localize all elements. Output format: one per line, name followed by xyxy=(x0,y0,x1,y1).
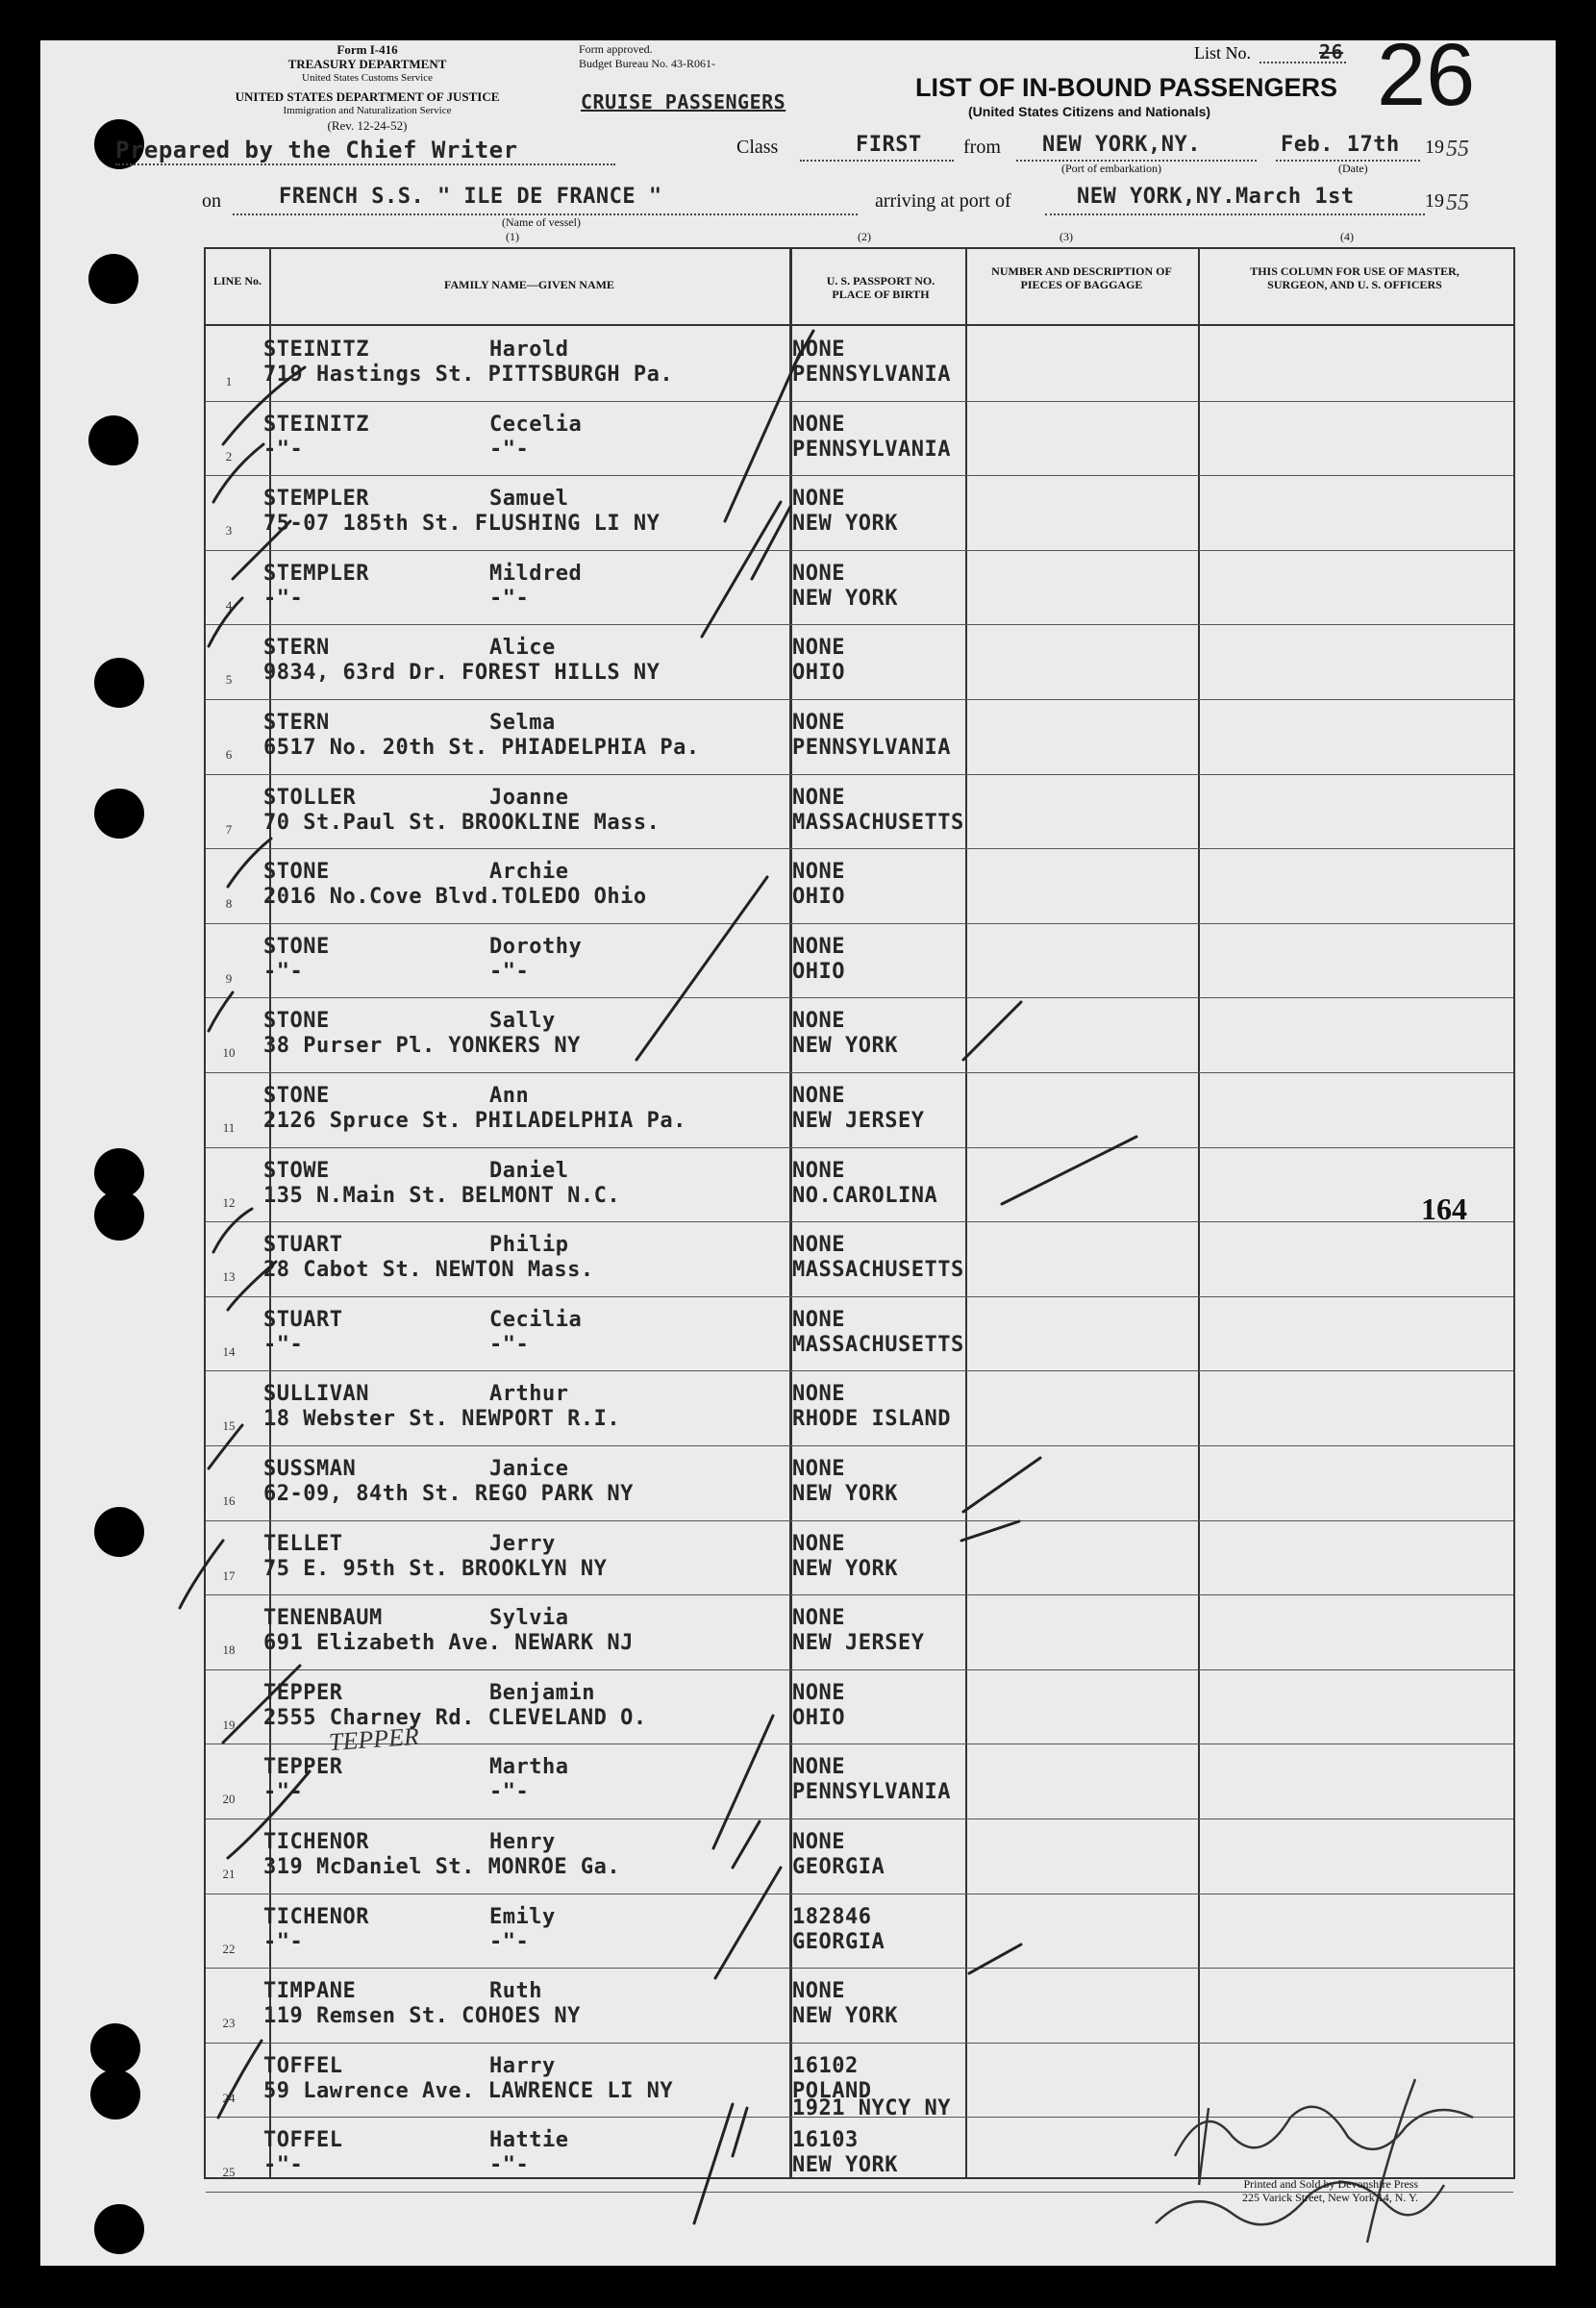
on-label: on xyxy=(202,190,221,212)
passport-number: NONE xyxy=(792,636,845,661)
embarkation-date: Feb. 17th xyxy=(1281,133,1400,157)
passenger-name xyxy=(263,1457,568,1481)
passenger-address xyxy=(263,1407,620,1431)
page-title: LIST OF IN-BOUND PASSENGERS xyxy=(915,73,1338,102)
punch-hole xyxy=(94,789,144,839)
punch-hole xyxy=(90,2023,140,2073)
line-number: 18 xyxy=(222,1643,236,1658)
place-of-birth: NEW YORK xyxy=(792,1556,898,1581)
col-num-3: (3) xyxy=(1060,230,1073,243)
given-name: Selma xyxy=(489,711,556,735)
revision: (Rev. 12-24-52) xyxy=(327,118,408,133)
passenger-name xyxy=(263,2128,568,2152)
address-text: 75 E. 95th St. BROOKLYN NY xyxy=(263,1556,608,1581)
passenger-name xyxy=(263,1084,529,1108)
passport-number: NONE xyxy=(792,1009,845,1034)
ditto-family: -"- xyxy=(263,1929,304,1954)
place-of-birth: PENNSYLVANIA xyxy=(792,363,951,387)
prepared-by-line xyxy=(115,163,615,165)
punch-hole xyxy=(88,415,138,465)
passenger-name xyxy=(263,1233,568,1257)
family-name: SUSSMAN xyxy=(263,1457,357,1481)
line-number: 15 xyxy=(222,1418,236,1434)
given-name: Mildred xyxy=(489,561,583,586)
given-name: Harry xyxy=(489,2053,556,2078)
passport-number: 16103 xyxy=(792,2128,859,2153)
family-name: TICHENOR xyxy=(263,1830,369,1854)
family-name: STONE xyxy=(263,1084,330,1108)
form-approved: Form approved. xyxy=(579,42,653,56)
passenger-name xyxy=(263,487,568,511)
year-prefix: 19 xyxy=(1425,137,1444,158)
family-name: SULLIVAN xyxy=(263,1382,369,1407)
line-number: 13 xyxy=(222,1269,236,1285)
class-line xyxy=(800,160,954,162)
address-text: 135 N.Main St. BELMONT N.C. xyxy=(263,1183,621,1208)
passenger-address xyxy=(263,2079,673,2103)
passenger-address xyxy=(263,1184,620,1208)
vessel-name: FRENCH S.S. " ILE DE FRANCE " xyxy=(279,185,662,209)
ditto-family: -"- xyxy=(263,586,304,611)
passport-number: NONE xyxy=(792,711,845,735)
col-header-officers: THIS COLUMN FOR USE OF MASTER, SURGEON, AND U. S. OFFICERS xyxy=(1250,264,1459,291)
passenger-name xyxy=(263,1159,568,1183)
passenger-address xyxy=(263,885,647,909)
passport-number: NONE xyxy=(792,487,845,512)
printer-imprint xyxy=(1242,2177,1418,2204)
naturalization-note: 1921 NYCY NY xyxy=(792,2095,951,2120)
ditto-given: -"- xyxy=(489,586,530,611)
table-row xyxy=(206,1296,1513,1371)
passenger-address xyxy=(263,1258,594,1282)
passenger-address xyxy=(263,587,529,611)
family-name: STONE xyxy=(263,934,330,959)
passport-number: NONE xyxy=(792,785,845,810)
place-of-birth: GEORGIA xyxy=(792,1855,885,1879)
line-number: 22 xyxy=(222,1941,236,1956)
address-text: 691 Elizabeth Ave. NEWARK NJ xyxy=(263,1631,634,1656)
family-name: STEINITZ xyxy=(263,412,369,437)
table-row xyxy=(206,624,1513,699)
punch-hole xyxy=(94,658,144,708)
given-name: Dorothy xyxy=(489,934,583,959)
place-of-birth: POLAND xyxy=(792,2078,872,2103)
line-number: 17 xyxy=(222,1568,236,1583)
address-text: 18 Webster St. NEWPORT R.I. xyxy=(263,1407,621,1432)
arrival-line xyxy=(1045,213,1425,215)
line-number: 5 xyxy=(225,672,233,688)
place-of-birth: MASSACHUSETTS xyxy=(792,1258,964,1283)
given-name: Samuel xyxy=(489,487,569,512)
address-text: 6517 No. 20th St. PHIADELPHIA Pa. xyxy=(263,736,700,760)
address-text: 2016 No.Cove Blvd.TOLEDO Ohio xyxy=(263,885,647,910)
list-number-big: 26 xyxy=(1377,40,1476,124)
place-of-birth: NO.CAROLINA xyxy=(792,1183,938,1208)
passport-number: NONE xyxy=(792,1084,845,1108)
passport-number: NONE xyxy=(792,1830,845,1854)
family-name: TIMPANE xyxy=(263,1979,357,2004)
line-number: 6 xyxy=(225,747,233,762)
col-header-baggage: NUMBER AND DESCRIPTION OF PIECES OF BAGGAGE xyxy=(991,264,1172,291)
address-text: 38 Purser Pl. YONKERS NY xyxy=(263,1034,581,1059)
passenger-name xyxy=(263,338,568,362)
address-text: 2126 Spruce St. PHILADELPHIA Pa. xyxy=(263,1109,686,1133)
vessel-caption: (Name of vessel) xyxy=(502,215,581,229)
table-row xyxy=(206,774,1513,849)
passenger-address xyxy=(263,1482,634,1506)
punch-hole xyxy=(94,1507,144,1557)
passenger-address xyxy=(263,438,529,462)
given-name: Benjamin xyxy=(489,1680,595,1705)
passenger-address xyxy=(263,1109,686,1133)
line-number: 3 xyxy=(225,523,233,539)
family-name: STONE xyxy=(263,860,330,885)
table-row xyxy=(206,848,1513,923)
ins-service: Immigration and Naturalization Service xyxy=(283,105,452,116)
arrival-year-prefix: 19 xyxy=(1425,190,1444,212)
passport-number: NONE xyxy=(792,1680,845,1705)
address-text: 719 Hastings St. PITTSBURGH Pa. xyxy=(263,363,674,387)
passenger-name xyxy=(263,1755,568,1779)
table-row xyxy=(206,1594,1513,1669)
passport-number: NONE xyxy=(792,1158,845,1183)
line-number: 9 xyxy=(225,970,233,986)
table-row xyxy=(206,1370,1513,1445)
given-name: Cecelia xyxy=(489,412,583,437)
family-name: STUART xyxy=(263,1307,343,1332)
punch-hole xyxy=(88,254,138,304)
family-name: STERN xyxy=(263,711,330,735)
passport-number: NONE xyxy=(792,1457,845,1481)
ditto-given: -"- xyxy=(489,1780,530,1805)
handwritten-tepper: TEPPER xyxy=(328,1721,420,1757)
passenger-address xyxy=(263,1855,620,1879)
passenger-address xyxy=(263,736,700,760)
line-number: 8 xyxy=(225,896,233,912)
passenger-address xyxy=(263,2153,529,2177)
given-name: Cecilia xyxy=(489,1307,583,1332)
form-header-left xyxy=(223,42,511,133)
table-row xyxy=(206,326,1513,401)
passenger-name xyxy=(263,1606,568,1630)
cruise-passengers: CRUISE PASSENGERS xyxy=(581,90,786,113)
place-of-birth: PENNSYLVANIA xyxy=(792,437,951,462)
given-name: Alice xyxy=(489,636,556,661)
col-num-4: (4) xyxy=(1340,230,1354,243)
passenger-address xyxy=(263,1034,581,1058)
address-text: 70 St.Paul St. BROOKLINE Mass. xyxy=(263,810,661,835)
line-number: 21 xyxy=(222,1867,236,1881)
passenger-name xyxy=(263,1830,556,1854)
passport-number: NONE xyxy=(792,1606,845,1631)
given-name: Janice xyxy=(489,1457,569,1481)
year-suffix: 55 xyxy=(1446,137,1469,162)
line-number: 25 xyxy=(222,2165,236,2180)
place-of-birth: PENNSYLVANIA xyxy=(792,736,951,760)
given-name: Harold xyxy=(489,338,569,362)
place-of-birth: NEW YORK xyxy=(792,2004,898,2029)
given-name: Arthur xyxy=(489,1382,569,1407)
passenger-address xyxy=(263,1631,634,1655)
col-header-name: FAMILY NAME—GIVEN NAME xyxy=(444,278,614,291)
list-number-label: List No. xyxy=(1194,43,1252,63)
table-row xyxy=(206,1819,1513,1894)
place-of-birth: GEORGIA xyxy=(792,1929,885,1954)
place-of-birth: NEW YORK xyxy=(792,1482,898,1506)
table-row xyxy=(206,550,1513,625)
given-name: Martha xyxy=(489,1755,569,1780)
ditto-family: -"- xyxy=(263,1332,304,1357)
ditto-given: -"- xyxy=(489,959,530,984)
passenger-name xyxy=(263,2054,556,2078)
table-row xyxy=(206,1744,1513,1819)
address-text: 28 Cabot St. NEWTON Mass. xyxy=(263,1258,594,1283)
family-name: TICHENOR xyxy=(263,1904,369,1929)
passenger-name xyxy=(263,1979,542,2003)
passenger-table xyxy=(204,247,1515,2179)
table-row xyxy=(206,923,1513,998)
family-name: TENENBAUM xyxy=(263,1606,383,1631)
passport-number: NONE xyxy=(792,1979,845,2004)
line-number: 11 xyxy=(222,1120,236,1135)
family-name: STEMPLER xyxy=(263,487,369,512)
given-name: Emily xyxy=(489,1904,556,1929)
table-row xyxy=(206,2043,1513,2118)
given-name: Hattie xyxy=(489,2128,569,2153)
passenger-address xyxy=(263,960,529,984)
place-of-birth: MASSACHUSETTS xyxy=(792,810,964,835)
ditto-family: -"- xyxy=(263,437,304,462)
table-row xyxy=(206,1147,1513,1222)
address-text: 2555 Charney Rd. CLEVELAND O. xyxy=(263,1705,647,1730)
table-row xyxy=(206,475,1513,550)
passenger-name xyxy=(263,1681,595,1705)
ditto-given: -"- xyxy=(489,437,530,462)
table-row xyxy=(206,1445,1513,1520)
table-row xyxy=(206,401,1513,476)
passenger-address xyxy=(263,1780,529,1804)
table-row xyxy=(206,1221,1513,1296)
table-row xyxy=(206,1894,1513,1969)
line-number: 20 xyxy=(222,1792,236,1807)
place-of-birth: NEW YORK xyxy=(792,1034,898,1059)
ditto-family: -"- xyxy=(263,1780,304,1805)
page-subtitle: (United States Citizens and Nationals) xyxy=(968,104,1211,119)
given-name: Ruth xyxy=(489,1979,542,2004)
place-of-birth: NEW YORK xyxy=(792,2153,898,2178)
given-name: Daniel xyxy=(489,1158,569,1183)
col-num-2: (2) xyxy=(858,230,871,243)
ditto-given: -"- xyxy=(489,1929,530,1954)
passport-number: NONE xyxy=(792,1382,845,1407)
col-num-1: (1) xyxy=(506,230,519,243)
given-name: Jerry xyxy=(489,1531,556,1556)
punch-hole xyxy=(94,1191,144,1241)
date-caption: (Date) xyxy=(1338,162,1368,175)
family-name: TEPPER xyxy=(263,1755,343,1780)
line-number: 2 xyxy=(225,448,233,464)
line-number: 1 xyxy=(225,374,233,389)
port-of-embarkation: NEW YORK,NY. xyxy=(1042,133,1201,157)
passenger-address xyxy=(263,811,660,835)
passport-number: NONE xyxy=(792,934,845,959)
line-number: 23 xyxy=(222,2016,236,2031)
family-name: STEINITZ xyxy=(263,338,369,362)
line-number: 10 xyxy=(222,1045,236,1061)
given-name: Archie xyxy=(489,860,569,885)
line-number: 7 xyxy=(225,821,233,837)
line-number: 24 xyxy=(222,2090,236,2105)
passenger-name xyxy=(263,786,568,810)
table-row xyxy=(206,1968,1513,2043)
passport-number: NONE xyxy=(792,1233,845,1258)
given-name: Sally xyxy=(489,1009,556,1034)
given-name: Sylvia xyxy=(489,1606,569,1631)
line-number: 14 xyxy=(222,1343,236,1359)
passport-number: 182846 xyxy=(792,1904,872,1929)
passenger-address xyxy=(263,363,673,387)
class-value: FIRST xyxy=(856,133,922,157)
address-text: 9834, 63rd Dr. FOREST HILLS NY xyxy=(263,661,661,686)
passport-number: NONE xyxy=(792,561,845,586)
place-of-birth: NEW JERSEY xyxy=(792,1631,925,1656)
place-of-birth: MASSACHUSETTS xyxy=(792,1332,964,1357)
place-of-birth: OHIO xyxy=(792,661,845,686)
table-row xyxy=(206,1520,1513,1595)
family-name: TOFFEL xyxy=(263,2053,343,2078)
printer-line-1: Printed and Sold by Devonshire Press xyxy=(1243,2177,1419,2191)
col-header-passport: U. S. PASSPORT NO. PLACE OF BIRTH xyxy=(826,274,935,301)
table-row xyxy=(206,699,1513,774)
side-number: 164 xyxy=(1421,1192,1467,1226)
family-name: STOWE xyxy=(263,1158,330,1183)
family-name: STUART xyxy=(263,1233,343,1258)
address-text: 59 Lawrence Ave. LAWRENCE LI NY xyxy=(263,2078,674,2103)
given-name: Ann xyxy=(489,1084,530,1108)
arriving-label: arriving at port of xyxy=(875,190,1011,212)
list-number-crossed: 26 xyxy=(1319,40,1344,63)
family-name: STONE xyxy=(263,1009,330,1034)
passenger-name xyxy=(263,1009,556,1033)
passenger-name xyxy=(263,935,582,959)
place-of-birth: RHODE ISLAND xyxy=(792,1407,951,1432)
passenger-name xyxy=(263,636,556,660)
address-text: 119 Remsen St. COHOES NY xyxy=(263,2004,581,2029)
passport-number: NONE xyxy=(792,1755,845,1780)
list-number-line xyxy=(1259,62,1346,63)
given-name: Philip xyxy=(489,1233,569,1258)
place-of-birth: OHIO xyxy=(792,959,845,984)
family-name: TEPPER xyxy=(263,1680,343,1705)
given-name: Joanne xyxy=(489,785,569,810)
family-name: STEMPLER xyxy=(263,561,369,586)
prepared-by: Prepared by the Chief Writer xyxy=(115,137,518,163)
ditto-family: -"- xyxy=(263,2153,304,2178)
passenger-address xyxy=(263,1930,529,1954)
justice-dept: UNITED STATES DEPARTMENT OF JUSTICE xyxy=(235,89,500,104)
passenger-address xyxy=(263,661,660,685)
passport-number: NONE xyxy=(792,1531,845,1556)
address-text: 62-09, 84th St. REGO PARK NY xyxy=(263,1482,634,1506)
passport-number: NONE xyxy=(792,412,845,437)
passenger-name xyxy=(263,1308,582,1332)
passenger-address xyxy=(263,1557,607,1581)
passenger-address xyxy=(263,512,660,536)
place-of-birth: OHIO xyxy=(792,885,845,910)
passport-number: NONE xyxy=(792,1307,845,1332)
place-of-birth: PENNSYLVANIA xyxy=(792,1780,951,1805)
punch-hole xyxy=(90,2070,140,2120)
col-header-line: LINE No. xyxy=(212,274,262,288)
passenger-address xyxy=(263,1706,647,1730)
arrival-year-suffix: 55 xyxy=(1446,190,1469,215)
customs-service: United States Customs Service xyxy=(302,72,433,84)
form-id: Form I-416 xyxy=(337,42,398,57)
family-name: TOFFEL xyxy=(263,2128,343,2153)
punch-hole xyxy=(94,2204,144,2254)
place-of-birth: NEW JERSEY xyxy=(792,1109,925,1133)
family-name: STOLLER xyxy=(263,785,357,810)
family-name: TELLET xyxy=(263,1531,343,1556)
address-text: 319 McDaniel St. MONROE Ga. xyxy=(263,1855,621,1879)
passport-number: NONE xyxy=(792,338,845,362)
manifest-page xyxy=(40,40,1556,2266)
budget-approval xyxy=(579,42,715,71)
table-row xyxy=(206,1072,1513,1147)
passport-number: 16102 xyxy=(792,2053,859,2078)
passenger-address xyxy=(263,1333,529,1357)
class-label: Class xyxy=(736,137,779,158)
from-label: from xyxy=(963,137,1001,158)
passenger-name xyxy=(263,562,582,586)
passenger-name xyxy=(263,1905,556,1929)
place-of-birth: OHIO xyxy=(792,1705,845,1730)
ditto-given: -"- xyxy=(489,1332,530,1357)
ditto-family: -"- xyxy=(263,959,304,984)
passenger-name xyxy=(263,860,568,884)
passenger-name xyxy=(263,1382,568,1406)
budget-bureau: Budget Bureau No. 43-R061- xyxy=(579,57,715,70)
place-of-birth: NEW YORK xyxy=(792,512,898,537)
address-text: 75-07 185th St. FLUSHING LI NY xyxy=(263,512,661,537)
passenger-name xyxy=(263,413,582,437)
passport-number: NONE xyxy=(792,860,845,885)
line-number: 16 xyxy=(222,1493,236,1508)
table-row xyxy=(206,997,1513,1072)
arrival-port-date: NEW YORK,NY.March 1st xyxy=(1077,185,1355,209)
given-name: Henry xyxy=(489,1830,556,1854)
port-caption: (Port of embarkation) xyxy=(1061,162,1161,175)
line-number: 19 xyxy=(222,1717,236,1732)
line-number: 12 xyxy=(222,1194,236,1210)
treasury-dept: TREASURY DEPARTMENT xyxy=(287,57,447,71)
passenger-name xyxy=(263,1532,556,1556)
printer-line-2: 225 Varick Street, New York 14, N. Y. xyxy=(1242,2191,1419,2204)
family-name: STERN xyxy=(263,636,330,661)
line-number: 4 xyxy=(225,597,233,613)
passenger-address xyxy=(263,2004,581,2028)
passenger-name xyxy=(263,711,556,735)
place-of-birth: NEW YORK xyxy=(792,586,898,611)
ditto-given: -"- xyxy=(489,2153,530,2178)
